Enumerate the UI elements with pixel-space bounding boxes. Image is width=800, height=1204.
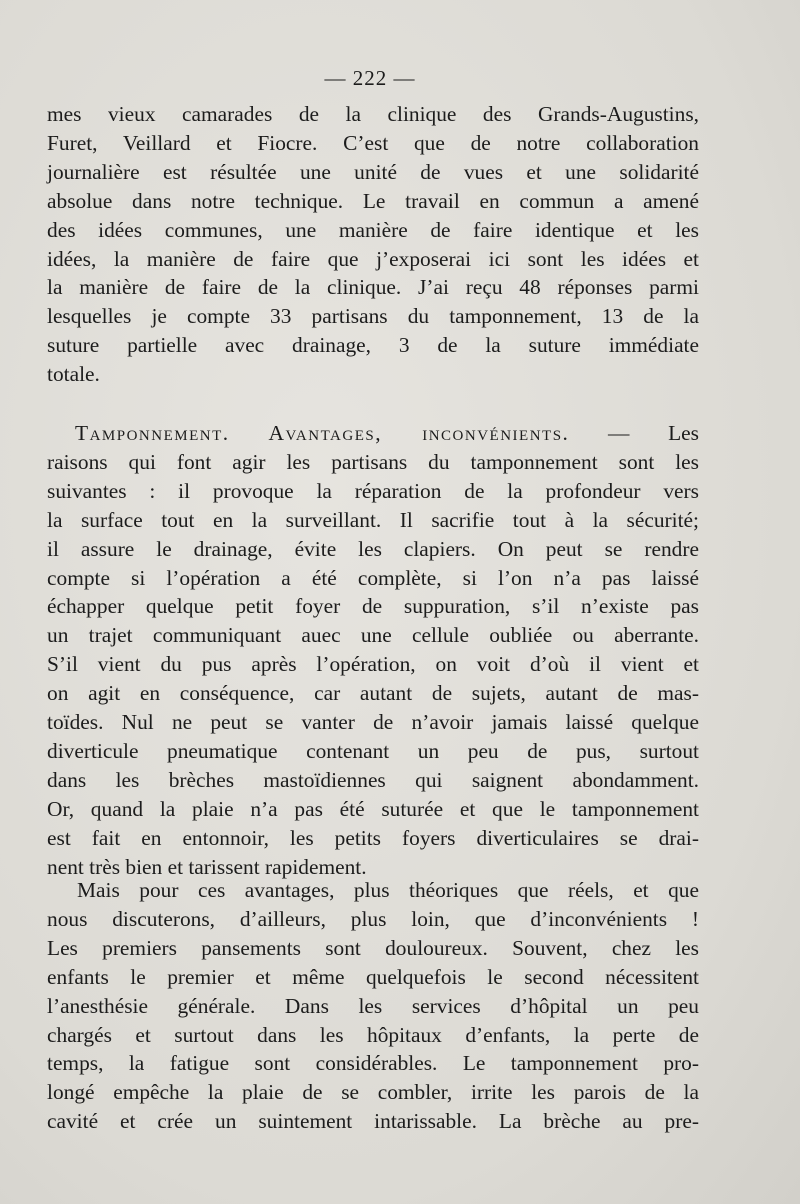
- text-line: suture partielle avec drainage, 3 de la suture immédiate: [47, 333, 699, 358]
- text-line: Or, quand la plaie n’a pas été suturée et que le tamponnement: [47, 796, 699, 821]
- text-line: des idées communes, une manière de faire identique et les: [47, 217, 699, 242]
- text-line: temps, la fatigue sont considérables. Le tamponnement pro-: [47, 1051, 699, 1076]
- text-line: suivantes : il provoque la réparation de la profondeur vers: [47, 478, 699, 503]
- text-line: il assure le drainage, évite les clapiers. On peut se rendre: [47, 536, 699, 561]
- text-line: un trajet communiquant auec une cellule oubliée ou aberrante.: [47, 623, 699, 648]
- text-line: idées, la manière de faire que j’exposerai ici sont les idées et: [47, 246, 699, 271]
- text-line: on agit en conséquence, car autant de sujets, autant de mas-: [47, 681, 699, 706]
- paragraph-2: [47, 419, 699, 882]
- text-line: nent très bien et tarissent rapidement.: [47, 854, 367, 879]
- text-line: cavité et crée un suintement intarissable. La brèche au pre-: [47, 1109, 699, 1134]
- text-line: nous discuterons, d’ailleurs, plus loin, que d’inconvénients !: [47, 906, 699, 931]
- text-line: S’il vient du pus après l’opération, on voit d’où il vient et: [47, 652, 699, 677]
- text-line: diverticule pneumatique contenant un peu de pus, surtout: [47, 738, 699, 763]
- text-line: absolue dans notre technique. Le travail en commun a amené: [47, 188, 699, 213]
- text-line: mes vieux camarades de la clinique des Grands-Augustins,: [47, 102, 699, 126]
- text-line: journalière est résultée une unité de vues et une solidarité: [47, 159, 699, 184]
- text-line: toïdes. Nul ne peut se vanter de n’avoir jamais laissé quelque: [47, 710, 699, 735]
- page-number: — 222 —: [324, 66, 416, 90]
- text-line: lesquelles je compte 33 partisans du tamponnement, 13 de la: [47, 304, 699, 329]
- text-line: Mais pour ces avantages, plus théoriques que réels, et que: [77, 878, 699, 902]
- text-line: la manière de faire de la clinique. J’ai reçu 48 réponses parmi: [47, 275, 699, 300]
- text-line: la surface tout en la surveillant. Il sacrifie tout à la sécurité;: [47, 507, 699, 532]
- section-heading: Tamponnement. Avantages, inconvénients.: [75, 421, 570, 445]
- text-line: longé empêche la plaie de se combler, irrite les parois de la: [47, 1080, 699, 1105]
- text-line: l’anesthésie générale. Dans les services d’hôpital un peu: [47, 993, 699, 1018]
- text-line: totale.: [47, 362, 100, 387]
- section-heading-line: [47, 419, 699, 448]
- text-line: échapper quelque petit foyer de suppuration, s’il n’existe pas: [47, 594, 699, 619]
- paragraph-3: [47, 876, 699, 1136]
- text-line: dans les brèches mastoïdiennes qui saignent abondamment.: [47, 767, 699, 792]
- text-line: Furet, Veillard et Fiocre. C’est que de notre collaboration: [47, 130, 699, 155]
- text-line: est fait en entonnoir, les petits foyers diverticulaires se drai-: [47, 825, 699, 850]
- text-line: Les premiers pansements sont douloureux. Souvent, chez les: [47, 935, 699, 960]
- paragraph-1: [47, 100, 699, 389]
- text-line: raisons qui font agir les partisans du tamponnement sont les: [47, 449, 699, 474]
- text-line: chargés et surtout dans les hôpitaux d’enfants, la perte de: [47, 1022, 699, 1047]
- text-line: compte si l’opération a été complète, si l’on n’a pas laissé: [47, 565, 699, 590]
- text-line: enfants le premier et même quelquefois le second nécessitent: [47, 964, 699, 989]
- heading-continuation: — Les: [569, 421, 699, 445]
